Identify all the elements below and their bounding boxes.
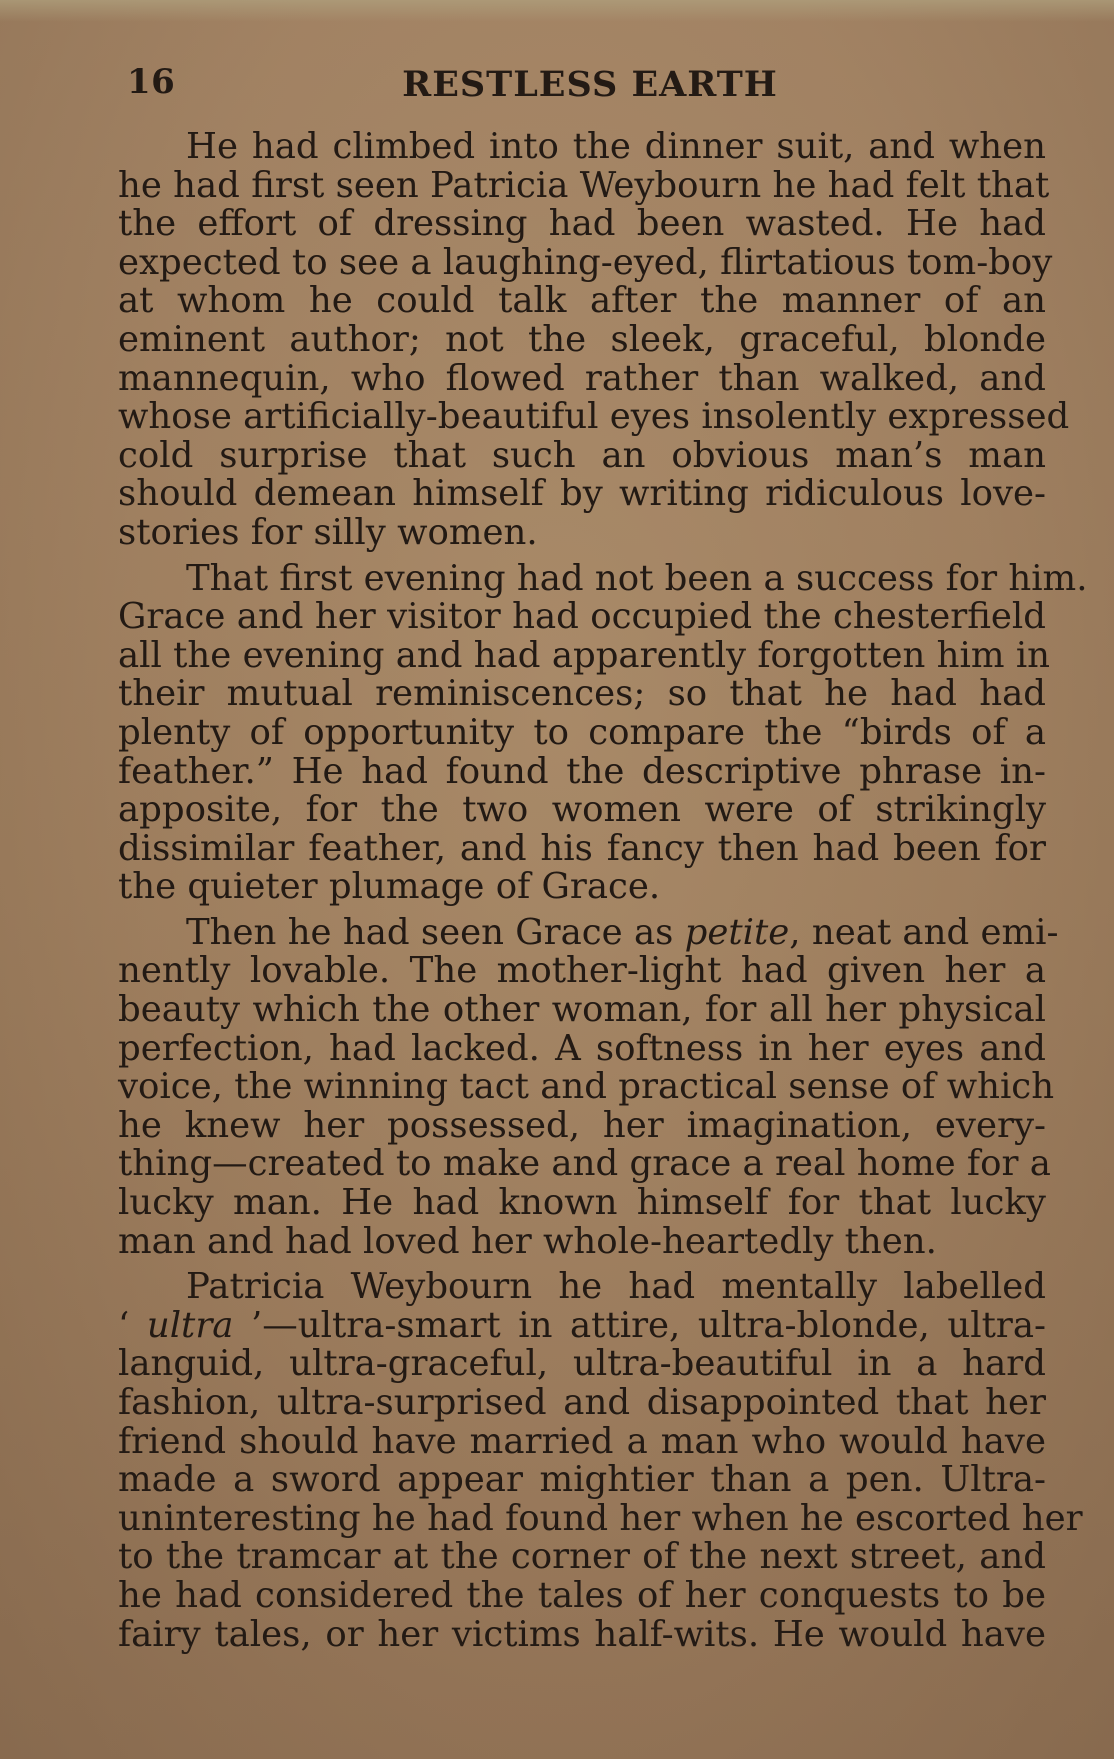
body-text bbox=[118, 126, 1088, 1661]
text-line: apposite, for the two women were of strikingly bbox=[118, 789, 1046, 831]
text-line: made a sword appear mightier than a pen. Ultra- bbox=[118, 1459, 1046, 1501]
text-run: Then he had seen Grace as bbox=[186, 911, 685, 953]
text-run: ‘ bbox=[118, 1304, 147, 1346]
text-line: stories for silly women. bbox=[118, 511, 538, 553]
text-line: plenty of opportunity to compare the “birds of a bbox=[118, 711, 1046, 753]
text-line: he knew her possessed, her imagination, every- bbox=[118, 1104, 1046, 1146]
text-line: all the evening and had apparently forgotten him in bbox=[118, 634, 1051, 676]
text-line: lucky man. He had known himself for that lucky bbox=[118, 1182, 1046, 1224]
text-line: man and had loved her whole-heartedly then. bbox=[118, 1220, 937, 1262]
text-line: voice, the winning tact and practical sense of which bbox=[118, 1066, 1055, 1108]
text-line: That first evening had not been a success for him. bbox=[186, 557, 1088, 599]
text-line: to the tramcar at the corner of the next street, and bbox=[118, 1536, 1046, 1578]
text-line: cold surprise that such an obvious man’s man bbox=[118, 434, 1046, 476]
text-line: eminent author; not the sleek, graceful, blonde bbox=[118, 318, 1046, 360]
text-line: perfection, had lacked. A softness in her eyes and bbox=[118, 1027, 1046, 1069]
text-line: He had climbed into the dinner suit, and when bbox=[186, 126, 1046, 167]
text-line: feather.” He had found the descriptive phrase in- bbox=[118, 750, 1046, 792]
paragraph-4 bbox=[118, 1266, 1083, 1655]
paragraph-1 bbox=[118, 126, 1070, 553]
text-line: thing—created to make and grace a real home for a bbox=[118, 1143, 1051, 1185]
text-line: fashion, ultra-surprised and disappointed that her bbox=[118, 1382, 1046, 1423]
text-line bbox=[118, 1304, 1046, 1346]
page-number: 16 bbox=[127, 62, 176, 102]
text-line: dissimilar feather, and his fancy then had been for bbox=[118, 827, 1046, 869]
text-line: the quieter plumage of Grace. bbox=[118, 866, 661, 908]
text-line: at whom he could talk after the manner of an bbox=[118, 280, 1046, 322]
text-line: whose artificially-beautiful eyes insolently expressed bbox=[118, 396, 1070, 438]
text-line: he had considered the tales of her conquests to be bbox=[118, 1574, 1046, 1616]
paragraph-3 bbox=[118, 911, 1059, 1262]
text-line: Grace and her visitor had occupied the chesterfield bbox=[118, 596, 1046, 638]
text-line: fairy tales, or her victims half-wits. He would have bbox=[118, 1613, 1046, 1655]
text-line bbox=[118, 911, 1059, 953]
text-line: their mutual reminiscences; so that he had had bbox=[118, 673, 1046, 715]
text-line: mannequin, who flowed rather than walked, and bbox=[118, 357, 1046, 399]
text-line: languid, ultra-graceful, ultra-beautiful in a hard bbox=[118, 1343, 1046, 1385]
text-line: uninteresting he had found her when he escorted her bbox=[118, 1497, 1083, 1539]
text-line: friend should have married a man who would have bbox=[118, 1420, 1046, 1462]
text-line: should demean himself by writing ridiculous love- bbox=[118, 473, 1046, 515]
text-line: Patricia Weybourn he had mentally labelled bbox=[186, 1266, 1046, 1308]
text-line: beauty which the other woman, for all her physical bbox=[118, 989, 1046, 1031]
text-line: he had first seen Patricia Weybourn he had felt that bbox=[118, 164, 1050, 206]
paragraph-2 bbox=[118, 557, 1088, 908]
text-run: , neat and emi- bbox=[789, 911, 1059, 953]
text-line: nently lovable. The mother-light had given her a bbox=[118, 950, 1046, 992]
italic-word: petite bbox=[684, 911, 790, 953]
text-run: ’—ultra-smart in attire, ultra-blonde, ultra- bbox=[233, 1304, 1046, 1346]
italic-word: ultra bbox=[146, 1304, 234, 1346]
text-line: expected to see a laughing-eyed, flirtatious tom-boy bbox=[118, 241, 1053, 283]
text-line: the effort of dressing had been wasted. He had bbox=[118, 203, 1046, 245]
running-title: RESTLESS EARTH bbox=[402, 64, 778, 105]
